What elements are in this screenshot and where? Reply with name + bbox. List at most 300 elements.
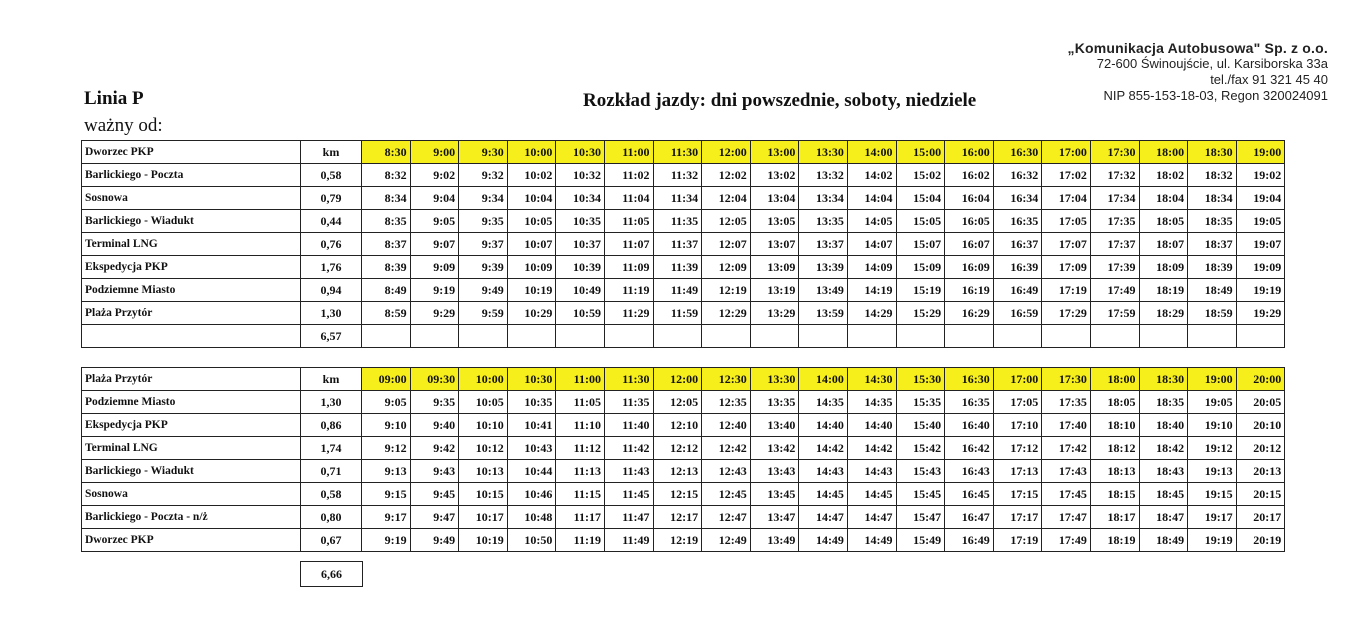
time-cell: 12:05 [653, 391, 702, 414]
time-cell: 11:32 [653, 164, 702, 187]
time-cell: 17:05 [993, 391, 1042, 414]
table-row [82, 164, 1285, 187]
time-cell: 12:43 [702, 460, 751, 483]
time-cell: 11:49 [653, 279, 702, 302]
time-cell: 13:32 [799, 164, 848, 187]
time-cell: 11:35 [653, 210, 702, 233]
time-cell: 18:47 [1139, 506, 1188, 529]
outbound-timetable [81, 140, 1285, 348]
departure-time: 10:30 [556, 141, 605, 164]
empty-cell [1139, 325, 1188, 348]
time-cell: 12:10 [653, 414, 702, 437]
time-cell: 12:05 [702, 210, 751, 233]
departure-time: 14:30 [847, 368, 896, 391]
time-cell: 13:59 [799, 302, 848, 325]
time-cell: 8:37 [362, 233, 411, 256]
table-row [82, 460, 1285, 483]
time-cell: 15:04 [896, 187, 945, 210]
time-cell: 15:47 [896, 506, 945, 529]
time-cell: 19:07 [1236, 233, 1285, 256]
time-cell: 9:47 [410, 506, 459, 529]
time-cell: 14:19 [847, 279, 896, 302]
time-cell: 13:42 [750, 437, 799, 460]
time-cell: 14:07 [847, 233, 896, 256]
departure-time: 16:00 [945, 141, 994, 164]
departure-time: 15:00 [896, 141, 945, 164]
time-cell: 18:13 [1090, 460, 1139, 483]
table-row [82, 391, 1285, 414]
time-cell: 9:59 [459, 302, 508, 325]
empty-cell [653, 325, 702, 348]
time-cell: 9:37 [459, 233, 508, 256]
time-cell: 12:35 [702, 391, 751, 414]
time-cell: 11:19 [604, 279, 653, 302]
time-cell: 12:40 [702, 414, 751, 437]
time-cell: 15:45 [896, 483, 945, 506]
time-cell: 18:37 [1188, 233, 1237, 256]
time-cell: 17:07 [1042, 233, 1091, 256]
time-cell: 12:02 [702, 164, 751, 187]
time-cell: 18:45 [1139, 483, 1188, 506]
time-cell: 10:37 [556, 233, 605, 256]
time-cell: 20:17 [1236, 506, 1285, 529]
time-cell: 11:15 [556, 483, 605, 506]
time-cell: 9:35 [410, 391, 459, 414]
stop-name: Terminal LNG [82, 233, 301, 256]
time-cell: 17:17 [993, 506, 1042, 529]
time-cell: 19:05 [1236, 210, 1285, 233]
time-cell: 16:45 [945, 483, 994, 506]
time-cell: 17:47 [1042, 506, 1091, 529]
time-cell: 16:35 [993, 210, 1042, 233]
time-cell: 10:04 [507, 187, 556, 210]
time-cell: 9:17 [362, 506, 411, 529]
return-total-km: 6,66 [300, 561, 363, 587]
table-row [82, 256, 1285, 279]
time-cell: 9:39 [459, 256, 508, 279]
stop-name: Podziemne Miasto [82, 279, 301, 302]
departure-time: 12:00 [702, 141, 751, 164]
departure-time: 20:00 [1236, 368, 1285, 391]
time-cell: 9:13 [362, 460, 411, 483]
km-value: 1,30 [301, 391, 362, 414]
time-cell: 14:49 [799, 529, 848, 552]
departure-time: 9:30 [459, 141, 508, 164]
time-cell: 14:42 [847, 437, 896, 460]
time-cell: 11:59 [653, 302, 702, 325]
time-cell: 19:19 [1188, 529, 1237, 552]
time-cell: 13:29 [750, 302, 799, 325]
time-cell: 16:19 [945, 279, 994, 302]
departure-time: 18:00 [1090, 368, 1139, 391]
time-cell: 17:49 [1090, 279, 1139, 302]
company-name: „Komunikacja Autobusowa" Sp. z o.o. [1067, 40, 1328, 56]
time-cell: 14:35 [847, 391, 896, 414]
time-cell: 18:19 [1090, 529, 1139, 552]
time-cell: 9:32 [459, 164, 508, 187]
time-cell: 9:43 [410, 460, 459, 483]
time-cell: 10:05 [507, 210, 556, 233]
time-cell: 13:35 [750, 391, 799, 414]
time-cell: 13:19 [750, 279, 799, 302]
time-cell: 19:02 [1236, 164, 1285, 187]
time-cell: 8:34 [362, 187, 411, 210]
time-cell: 13:49 [799, 279, 848, 302]
time-cell: 9:29 [410, 302, 459, 325]
stop-name: Barlickiego - Poczta [82, 164, 301, 187]
empty-cell [459, 325, 508, 348]
time-cell: 18:49 [1139, 529, 1188, 552]
time-cell: 14:05 [847, 210, 896, 233]
time-cell: 11:07 [604, 233, 653, 256]
time-cell: 10:07 [507, 233, 556, 256]
departure-time: 17:30 [1090, 141, 1139, 164]
time-cell: 14:49 [847, 529, 896, 552]
departure-time: 14:00 [799, 368, 848, 391]
total-label-cell [82, 325, 301, 348]
departure-time: 19:00 [1236, 141, 1285, 164]
time-cell: 16:59 [993, 302, 1042, 325]
km-value: 1,30 [301, 302, 362, 325]
schedule-title: Rozkład jazdy: dni powszednie, soboty, niedziele [583, 90, 977, 111]
time-cell: 9:19 [410, 279, 459, 302]
time-cell: 14:43 [799, 460, 848, 483]
time-cell: 10:43 [507, 437, 556, 460]
time-cell: 15:42 [896, 437, 945, 460]
table-row [82, 279, 1285, 302]
time-cell: 19:15 [1188, 483, 1237, 506]
empty-cell [993, 325, 1042, 348]
time-cell: 9:35 [459, 210, 508, 233]
time-cell: 16:02 [945, 164, 994, 187]
empty-cell [896, 325, 945, 348]
time-cell: 9:34 [459, 187, 508, 210]
time-cell: 13:39 [799, 256, 848, 279]
km-value: 1,74 [301, 437, 362, 460]
time-cell: 17:19 [1042, 279, 1091, 302]
time-cell: 17:09 [1042, 256, 1091, 279]
time-cell: 9:05 [362, 391, 411, 414]
time-cell: 20:10 [1236, 414, 1285, 437]
time-cell: 15:40 [896, 414, 945, 437]
departure-time: 13:30 [799, 141, 848, 164]
stop-name: Ekspedycja PKP [82, 414, 301, 437]
time-cell: 11:43 [604, 460, 653, 483]
empty-cell [702, 325, 751, 348]
table-row [82, 529, 1285, 552]
time-cell: 14:47 [799, 506, 848, 529]
time-cell: 17:45 [1042, 483, 1091, 506]
table-row [82, 210, 1285, 233]
time-cell: 13:40 [750, 414, 799, 437]
time-cell: 8:35 [362, 210, 411, 233]
time-cell: 17:12 [993, 437, 1042, 460]
empty-cell [1090, 325, 1139, 348]
time-cell: 17:40 [1042, 414, 1091, 437]
time-cell: 18:59 [1188, 302, 1237, 325]
time-cell: 10:32 [556, 164, 605, 187]
km-value: 0,80 [301, 506, 362, 529]
time-cell: 13:49 [750, 529, 799, 552]
departure-time: 16:30 [993, 141, 1042, 164]
time-cell: 10:41 [507, 414, 556, 437]
departure-time: 16:30 [945, 368, 994, 391]
km-value: 0,44 [301, 210, 362, 233]
time-cell: 18:12 [1090, 437, 1139, 460]
time-cell: 19:13 [1188, 460, 1237, 483]
time-cell: 9:49 [459, 279, 508, 302]
time-cell: 13:07 [750, 233, 799, 256]
time-cell: 18:42 [1139, 437, 1188, 460]
stop-name: Dworzec PKP [82, 141, 301, 164]
time-cell: 19:10 [1188, 414, 1237, 437]
departure-time: 11:30 [653, 141, 702, 164]
time-cell: 12:45 [702, 483, 751, 506]
time-cell: 15:29 [896, 302, 945, 325]
time-cell: 18:49 [1188, 279, 1237, 302]
departure-time: 11:00 [556, 368, 605, 391]
time-cell: 14:43 [847, 460, 896, 483]
time-cell: 12:07 [702, 233, 751, 256]
time-cell: 12:19 [653, 529, 702, 552]
empty-cell [604, 325, 653, 348]
time-cell: 15:09 [896, 256, 945, 279]
time-cell: 13:35 [799, 210, 848, 233]
time-cell: 11:05 [556, 391, 605, 414]
time-cell: 17:35 [1042, 391, 1091, 414]
time-cell: 18:05 [1090, 391, 1139, 414]
departure-time: 13:30 [750, 368, 799, 391]
time-cell: 14:29 [847, 302, 896, 325]
company-ids: NIP 855-153-18-03, Regon 320024091 [1103, 88, 1328, 103]
time-cell: 9:04 [410, 187, 459, 210]
time-cell: 18:02 [1139, 164, 1188, 187]
time-cell: 11:19 [556, 529, 605, 552]
time-cell: 13:02 [750, 164, 799, 187]
time-cell: 20:19 [1236, 529, 1285, 552]
km-value: 0,71 [301, 460, 362, 483]
time-cell: 16:07 [945, 233, 994, 256]
time-cell: 17:59 [1090, 302, 1139, 325]
time-cell: 10:34 [556, 187, 605, 210]
company-address: 72-600 Świnoujście, ul. Karsiborska 33a [1096, 56, 1328, 71]
time-cell: 13:37 [799, 233, 848, 256]
empty-cell [750, 325, 799, 348]
time-cell: 10:39 [556, 256, 605, 279]
total-row [82, 325, 1285, 348]
time-cell: 9:45 [410, 483, 459, 506]
time-cell: 13:43 [750, 460, 799, 483]
time-cell: 9:09 [410, 256, 459, 279]
time-cell: 17:15 [993, 483, 1042, 506]
total-km: 6,57 [301, 325, 362, 348]
time-cell: 12:15 [653, 483, 702, 506]
departure-time: 11:00 [604, 141, 653, 164]
time-cell: 10:05 [459, 391, 508, 414]
departure-time: 10:00 [459, 368, 508, 391]
time-cell: 10:59 [556, 302, 605, 325]
departure-time: 09:00 [362, 368, 411, 391]
time-cell: 10:09 [507, 256, 556, 279]
time-cell: 9:49 [410, 529, 459, 552]
time-cell: 11:40 [604, 414, 653, 437]
table-row [82, 233, 1285, 256]
line-title: Linia P [84, 88, 144, 109]
time-cell: 14:02 [847, 164, 896, 187]
time-cell: 18:40 [1139, 414, 1188, 437]
km-value: 0,79 [301, 187, 362, 210]
time-cell: 19:17 [1188, 506, 1237, 529]
time-cell: 12:04 [702, 187, 751, 210]
empty-cell [556, 325, 605, 348]
time-cell: 10:15 [459, 483, 508, 506]
time-cell: 10:13 [459, 460, 508, 483]
time-cell: 18:07 [1139, 233, 1188, 256]
time-cell: 9:12 [362, 437, 411, 460]
return-timetable [81, 367, 1285, 552]
time-cell: 10:10 [459, 414, 508, 437]
time-cell: 9:05 [410, 210, 459, 233]
time-cell: 13:45 [750, 483, 799, 506]
time-cell: 12:19 [702, 279, 751, 302]
stop-name: Barlickiego - Wiadukt [82, 210, 301, 233]
time-cell: 14:47 [847, 506, 896, 529]
time-cell: 14:45 [847, 483, 896, 506]
time-cell: 16:04 [945, 187, 994, 210]
stop-name: Podziemne Miasto [82, 391, 301, 414]
time-cell: 11:37 [653, 233, 702, 256]
time-cell: 9:07 [410, 233, 459, 256]
empty-cell [799, 325, 848, 348]
time-cell: 18:35 [1139, 391, 1188, 414]
table-row [82, 414, 1285, 437]
time-cell: 17:05 [1042, 210, 1091, 233]
time-cell: 18:05 [1139, 210, 1188, 233]
time-cell: 16:39 [993, 256, 1042, 279]
time-cell: 11:13 [556, 460, 605, 483]
time-cell: 9:02 [410, 164, 459, 187]
time-cell: 17:19 [993, 529, 1042, 552]
time-cell: 20:13 [1236, 460, 1285, 483]
time-cell: 8:59 [362, 302, 411, 325]
time-cell: 17:35 [1090, 210, 1139, 233]
time-cell: 17:39 [1090, 256, 1139, 279]
time-cell: 17:37 [1090, 233, 1139, 256]
departure-time: 10:00 [507, 141, 556, 164]
time-cell: 9:40 [410, 414, 459, 437]
km-value: 0,76 [301, 233, 362, 256]
time-cell: 12:49 [702, 529, 751, 552]
empty-cell [1188, 325, 1237, 348]
time-cell: 12:17 [653, 506, 702, 529]
time-cell: 16:29 [945, 302, 994, 325]
km-value: 0,67 [301, 529, 362, 552]
departure-time: 12:00 [653, 368, 702, 391]
time-cell: 11:47 [604, 506, 653, 529]
departure-time: 15:30 [896, 368, 945, 391]
table-row [82, 506, 1285, 529]
time-cell: 10:48 [507, 506, 556, 529]
empty-cell [1236, 325, 1285, 348]
departure-time: 18:30 [1139, 368, 1188, 391]
time-cell: 11:42 [604, 437, 653, 460]
stop-name: Barlickiego - Poczta - n/ż [82, 506, 301, 529]
time-cell: 11:49 [604, 529, 653, 552]
time-cell: 19:09 [1236, 256, 1285, 279]
departure-time: 17:30 [1042, 368, 1091, 391]
time-cell: 18:09 [1139, 256, 1188, 279]
time-cell: 18:34 [1188, 187, 1237, 210]
time-cell: 15:35 [896, 391, 945, 414]
time-cell: 13:04 [750, 187, 799, 210]
empty-cell [410, 325, 459, 348]
time-cell: 11:04 [604, 187, 653, 210]
time-cell: 10:19 [459, 529, 508, 552]
time-cell: 16:09 [945, 256, 994, 279]
time-cell: 16:47 [945, 506, 994, 529]
time-cell: 12:29 [702, 302, 751, 325]
time-cell: 18:39 [1188, 256, 1237, 279]
time-cell: 8:39 [362, 256, 411, 279]
table-row [82, 483, 1285, 506]
table-row [82, 302, 1285, 325]
time-cell: 20:05 [1236, 391, 1285, 414]
stop-name: Terminal LNG [82, 437, 301, 460]
time-cell: 11:29 [604, 302, 653, 325]
km-header: km [301, 368, 362, 391]
time-cell: 18:17 [1090, 506, 1139, 529]
time-cell: 12:09 [702, 256, 751, 279]
time-cell: 8:49 [362, 279, 411, 302]
time-cell: 19:12 [1188, 437, 1237, 460]
empty-cell [507, 325, 556, 348]
time-cell: 13:09 [750, 256, 799, 279]
time-cell: 15:49 [896, 529, 945, 552]
time-cell: 14:35 [799, 391, 848, 414]
time-cell: 17:13 [993, 460, 1042, 483]
stop-name: Sosnowa [82, 483, 301, 506]
departure-time: 9:00 [410, 141, 459, 164]
time-cell: 18:10 [1090, 414, 1139, 437]
time-cell: 12:47 [702, 506, 751, 529]
time-cell: 15:19 [896, 279, 945, 302]
time-cell: 17:42 [1042, 437, 1091, 460]
time-cell: 9:19 [362, 529, 411, 552]
time-cell: 17:49 [1042, 529, 1091, 552]
time-cell: 9:10 [362, 414, 411, 437]
time-cell: 10:44 [507, 460, 556, 483]
company-info [1046, 40, 1328, 104]
time-cell: 11:35 [604, 391, 653, 414]
departure-time: 13:00 [750, 141, 799, 164]
time-cell: 16:05 [945, 210, 994, 233]
time-cell: 16:32 [993, 164, 1042, 187]
time-cell: 16:49 [945, 529, 994, 552]
stop-name: Barlickiego - Wiadukt [82, 460, 301, 483]
time-cell: 12:13 [653, 460, 702, 483]
time-cell: 8:32 [362, 164, 411, 187]
time-cell: 9:42 [410, 437, 459, 460]
time-cell: 18:43 [1139, 460, 1188, 483]
departure-time: 10:30 [507, 368, 556, 391]
km-value: 0,86 [301, 414, 362, 437]
header-row [82, 368, 1285, 391]
time-cell: 15:43 [896, 460, 945, 483]
empty-cell [362, 325, 411, 348]
time-cell: 16:34 [993, 187, 1042, 210]
time-cell: 17:04 [1042, 187, 1091, 210]
time-cell: 14:09 [847, 256, 896, 279]
